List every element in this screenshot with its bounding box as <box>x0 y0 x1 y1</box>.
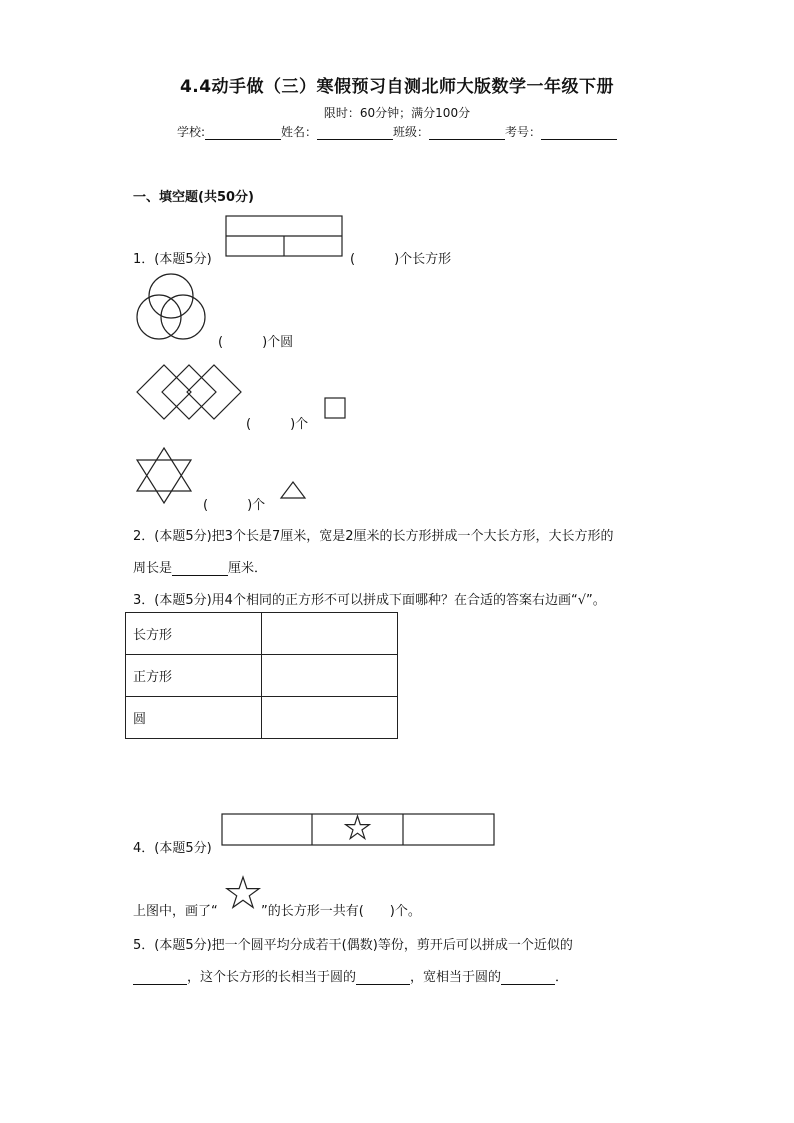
question-1-rectangle-answer: ( )个长方形 <box>350 252 452 267</box>
triangle-icon <box>281 481 307 501</box>
name-label: 姓名： <box>281 125 318 139</box>
three-rectangles-figure <box>221 813 497 847</box>
class-label: 班级： <box>393 125 430 139</box>
question-2-line-1: 2．(本题5分)把3个长是7厘米，宽是2厘米的长方形拼成一个大长方形，大长方形的 <box>133 529 614 544</box>
question-2-line-2 <box>133 557 267 576</box>
shape-answer-blank[interactable] <box>133 971 187 985</box>
length-answer-blank[interactable] <box>356 971 410 985</box>
table-row <box>126 697 398 739</box>
option-label: 圆 <box>126 697 262 739</box>
question-1-square-answer: ( )个 <box>246 417 309 432</box>
question-1-circle-answer: ( )个圆 <box>218 335 294 350</box>
school-label: 学校: <box>176 125 205 139</box>
exam-number-label: 考号： <box>505 125 542 139</box>
question-5-line-1: 5．(本题5分)把一个圆平均分成若干(偶数)等份，剪开后可以拼成一个近似的 <box>133 938 573 953</box>
rectangle-figure <box>225 215 345 259</box>
option-label: 长方形 <box>126 613 262 655</box>
width-answer-blank[interactable] <box>501 971 555 985</box>
question-3-options-table <box>125 612 398 739</box>
table-row <box>126 613 398 655</box>
class-blank[interactable] <box>429 126 505 140</box>
diamonds-figure <box>136 364 246 424</box>
option-label: 正方形 <box>126 655 262 697</box>
square-icon <box>324 397 348 421</box>
student-info-line <box>0 123 794 140</box>
name-blank[interactable] <box>317 126 393 140</box>
question-5-text-part-3: ． <box>555 970 569 985</box>
question-5-text-part-2: ，宽相当于圆的 <box>410 970 502 985</box>
perimeter-answer-blank[interactable] <box>172 562 228 576</box>
question-4-prefix: 4．(本题5分) <box>133 841 212 856</box>
question-5-text-part-1: ，这个长方形的长相当于圆的 <box>187 970 357 985</box>
question-4-text-after: ”的长方形一共有( )个。 <box>261 904 421 919</box>
table-row <box>126 655 398 697</box>
star-of-david-figure <box>135 446 195 506</box>
question-2-text-after: 厘米． <box>228 561 268 576</box>
option-answer-cell[interactable] <box>262 697 398 739</box>
question-3-text: 3．(本题5分)用4个相同的正方形不可以拼成下面哪种？在合适的答案右边画“√”。 <box>133 593 606 608</box>
school-blank[interactable] <box>205 126 281 140</box>
exam-number-blank[interactable] <box>541 126 617 140</box>
star-icon <box>226 876 262 910</box>
question-1-triangle-answer: ( )个 <box>203 498 266 513</box>
option-answer-cell[interactable] <box>262 613 398 655</box>
option-answer-cell[interactable] <box>262 655 398 697</box>
question-4-text-before: 上图中，画了“ <box>133 904 218 919</box>
question-5-line-2 <box>133 966 568 985</box>
overlapping-circles-figure <box>135 272 210 344</box>
section-heading: 一、填空题(共50分) <box>133 190 254 205</box>
question-1-prefix: 1．(本题5分) <box>133 252 212 267</box>
worksheet-title: 4.4动手做（三）寒假预习自测北师大版数学一年级下册 <box>179 77 615 97</box>
question-2-text-before: 周长是 <box>133 561 173 576</box>
time-and-score-info: 限时：60分钟；满分100分 <box>323 106 471 120</box>
